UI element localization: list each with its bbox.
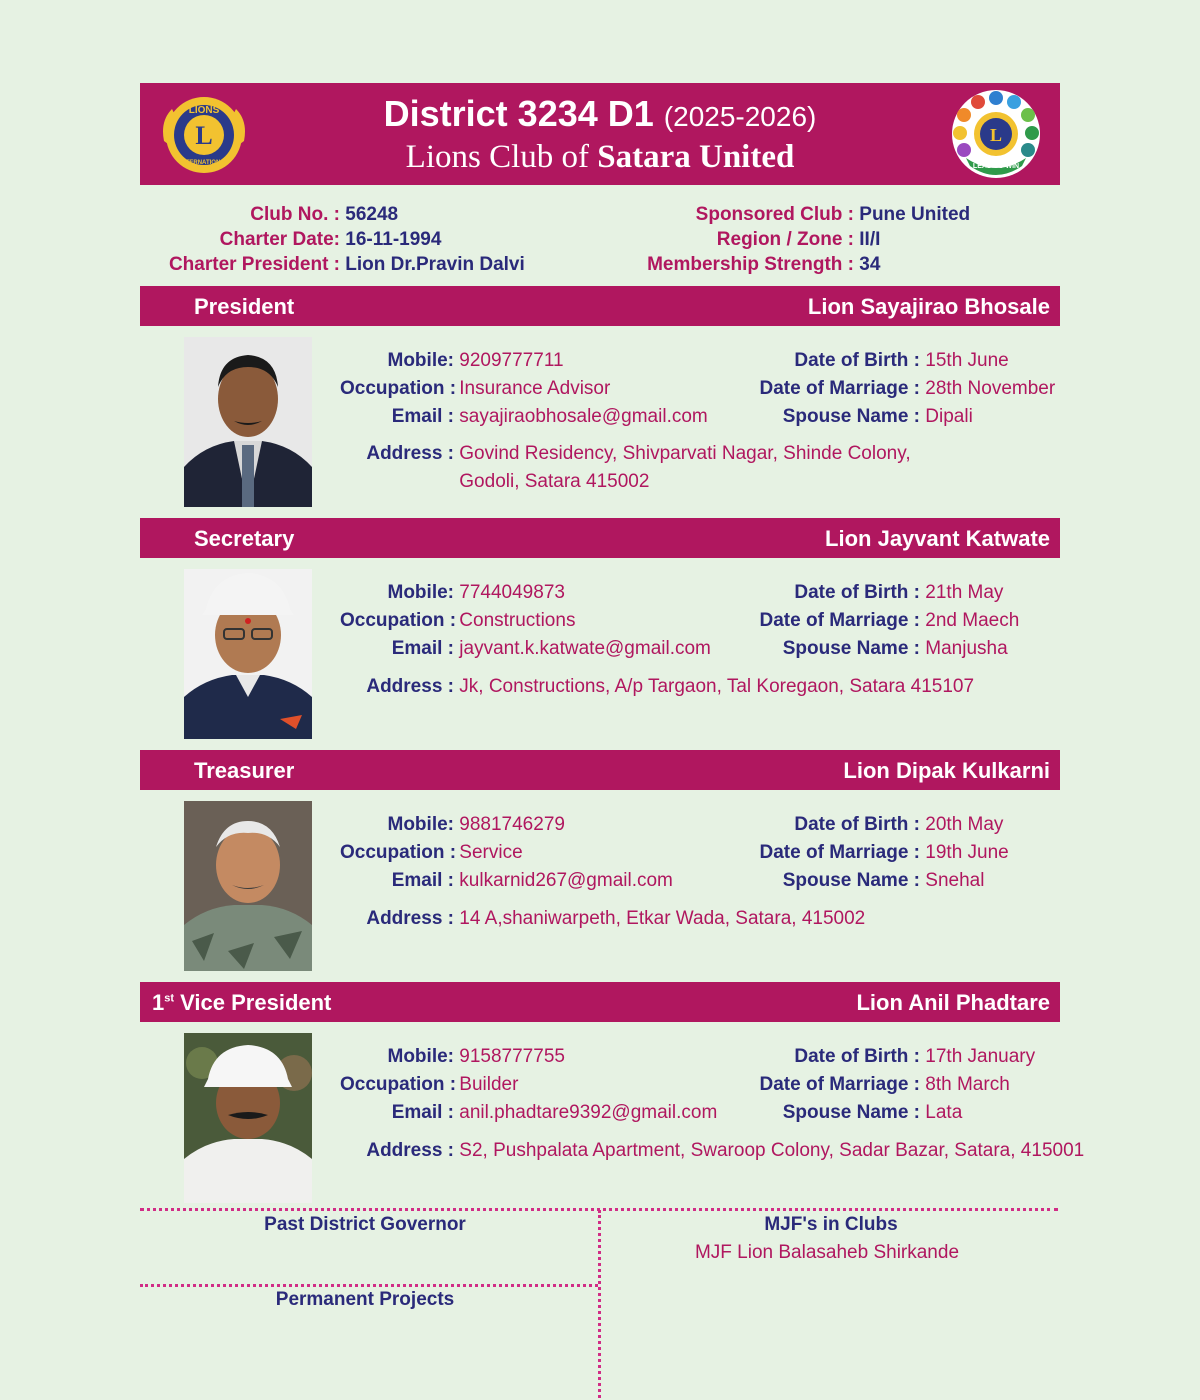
- treasurer-address: Address : 14 A,shaniwarpeth, Etkar Wada, Satara, 415002: [366, 908, 866, 929]
- region-zone-row: Region / Zone : II/I: [716, 229, 881, 250]
- secretary-contact: Mobile: 7744049873 Occupation : Constructions Email : jayvant.k.katwate@gmail.com: [340, 582, 711, 659]
- dob-value: 21th May: [925, 582, 1004, 603]
- mobile-value: 9209777711: [459, 350, 564, 371]
- svg-text:LEAD TO WIN: LEAD TO WIN: [972, 163, 1020, 170]
- svg-text:L: L: [195, 121, 213, 150]
- spouse-value: Manjusha: [925, 638, 1008, 659]
- secretary-photo: [184, 569, 312, 739]
- address-line1: Govind Residency, Shivparvati Nagar, Shinde Colony,: [459, 443, 911, 464]
- dob-value: 20th May: [925, 814, 1004, 835]
- header-banner: [140, 83, 1060, 185]
- secretary-band: [140, 518, 1060, 558]
- membership-strength-row: Membership Strength : 34: [647, 254, 881, 275]
- role-title: Secretary: [194, 526, 295, 551]
- treasurer-personal: Date of Birth : 20th May Date of Marriage : 19th June Spouse Name : Snehal: [759, 814, 1009, 891]
- dom-value: 19th June: [925, 842, 1009, 863]
- district-year: (2025-2026): [663, 101, 817, 132]
- sponsored-club-row: Sponsored Club : Pune United: [695, 204, 971, 225]
- mobile-value: 9158777755: [459, 1046, 565, 1067]
- mobile-value: 7744049873: [459, 582, 565, 603]
- email-value: anil.phadtare9392@gmail.com: [459, 1102, 718, 1123]
- officer-name: Lion Anil Phadtare: [856, 990, 1050, 1015]
- dom-value: 8th March: [925, 1074, 1010, 1095]
- charter-president-row: Charter President : Lion Dr.Pravin Dalvi: [168, 254, 525, 275]
- email-value: kulkarnid267@gmail.com: [459, 870, 673, 891]
- address-line1: 14 A,shaniwarpeth, Etkar Wada, Satara, 415002: [459, 908, 866, 929]
- svg-text:L: L: [989, 125, 1003, 145]
- address-line1: Jk, Constructions, A/p Targaon, Tal Koregaon, Satara 415107: [459, 676, 975, 697]
- spouse-value: Lata: [925, 1102, 963, 1123]
- lead-to-win-logo: [950, 88, 1042, 180]
- footer-divider-middle: [140, 1284, 598, 1287]
- vice-president-personal: Date of Birth : 17th January Date of Marriage : 8th March Spouse Name : Lata: [759, 1046, 1036, 1123]
- address-line1: S2, Pushpalata Apartment, Swaroop Colony, Sadar Bazar, Satara, 415001: [459, 1140, 1085, 1161]
- svg-text:LIONS: LIONS: [188, 105, 220, 116]
- mobile-value: 9881746279: [459, 814, 565, 835]
- spouse-value: Dipali: [925, 406, 973, 427]
- footer-divider-vertical: [598, 1210, 601, 1398]
- permanent-projects-heading: Permanent Projects: [275, 1289, 455, 1310]
- secretary-personal: Date of Birth : 21th May Date of Marriage : 2nd Maech Spouse Name : Manjusha: [759, 582, 1020, 659]
- vice-president-photo: [184, 1033, 312, 1203]
- treasurer-contact: Mobile: 9881746279 Occupation : Service Email : kulkarnid267@gmail.com: [340, 814, 673, 891]
- club-no-row: Club No. : 56248: [250, 204, 399, 225]
- officer-name: Lion Sayajirao Bhosale: [807, 294, 1050, 319]
- role-title: President: [194, 294, 295, 319]
- club-info-left: [150, 202, 525, 277]
- dom-value: 2nd Maech: [925, 610, 1020, 631]
- dom-value: 28th November: [925, 378, 1056, 399]
- role-title: Treasurer: [194, 758, 295, 783]
- spouse-value: Snehal: [925, 870, 985, 891]
- occupation-value: Insurance Advisor: [459, 378, 611, 399]
- president-personal: Date of Birth : 15th June Date of Marriage : 28th November Spouse Name : Dipali: [759, 350, 1056, 427]
- email-value: sayajiraobhosale@gmail.com: [459, 406, 708, 427]
- mjf-heading: MJF's in Clubs: [764, 1214, 898, 1235]
- president-address: Address : Govind Residency, Shivparvati Nagar, Shinde Colony, Godoli, Satara 415002: [366, 443, 911, 492]
- president-band: [140, 286, 1060, 326]
- vice-president-contact: Mobile: 9158777755 Occupation : Builder Email : anil.phadtare9392@gmail.com: [340, 1046, 718, 1123]
- occupation-value: Service: [459, 842, 523, 863]
- mjf-value: MJF Lion Balasaheb Shirkande: [694, 1242, 960, 1263]
- club-name: Lions Club of Satara United: [405, 139, 795, 175]
- charter-date-row: Charter Date: 16-11-1994: [219, 229, 442, 250]
- email-value: jayvant.k.katwate@gmail.com: [459, 638, 711, 659]
- role-title: 1st Vice President: [152, 990, 332, 1015]
- treasurer-photo: [184, 801, 312, 971]
- president-photo: [184, 337, 312, 507]
- district-title: District 3234 D1 (2025-2026): [383, 93, 817, 134]
- president-contact: Mobile: 9209777711 Occupation : Insurance Advisor Email : sayajiraobhosale@gmail.com: [340, 350, 708, 427]
- treasurer-band: [140, 750, 1060, 790]
- occupation-value: Constructions: [459, 610, 576, 631]
- secretary-address: Address : Jk, Constructions, A/p Targaon, Tal Koregaon, Satara 415107: [366, 676, 975, 697]
- vice-president-band: [140, 982, 1060, 1022]
- dob-value: 17th January: [925, 1046, 1036, 1067]
- dob-value: 15th June: [925, 350, 1009, 371]
- vice-president-address: Address : S2, Pushpalata Apartment, Swaroop Colony, Sadar Bazar, Satara, 415001: [366, 1140, 1085, 1161]
- occupation-value: Builder: [459, 1074, 519, 1095]
- svg-text:INTERNATIONAL: INTERNATIONAL: [179, 160, 229, 166]
- officer-name: Lion Jayvant Katwate: [825, 526, 1050, 551]
- club-info-right: [640, 202, 970, 277]
- past-district-governor-heading: Past District Governor: [264, 1214, 466, 1235]
- officer-name: Lion Dipak Kulkarni: [843, 758, 1050, 783]
- address-line2: Godoli, Satara 415002: [459, 471, 650, 492]
